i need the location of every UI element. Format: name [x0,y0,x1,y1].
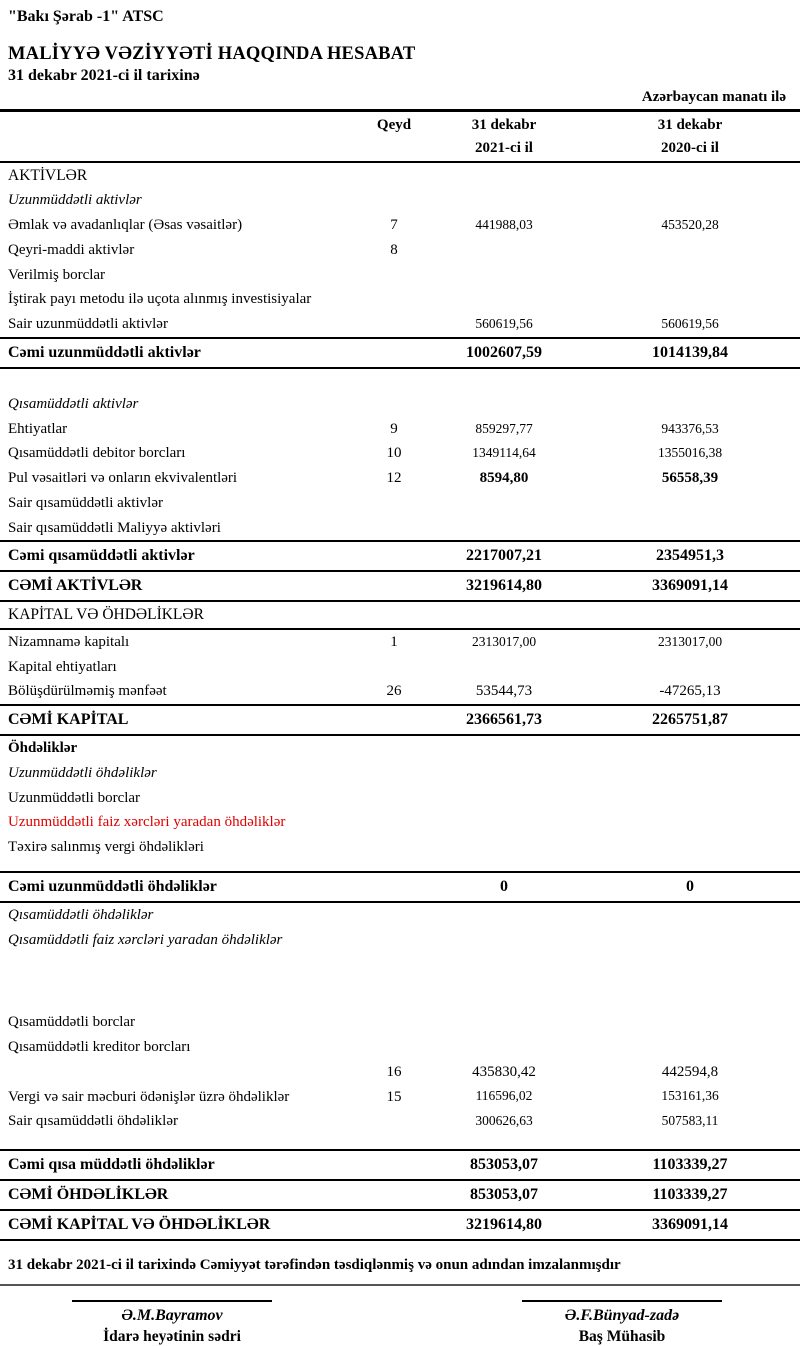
row-value-2021 [428,601,580,628]
row-value-2020: -47265,13 [659,683,721,700]
row-note [360,491,428,516]
row-note [360,287,428,312]
row-note: 7 [390,217,398,234]
row-label: Qısamüddətli öhdəliklər [8,906,154,923]
spacer-row [0,1134,800,1150]
row-label: Sair uzunmüddətli aktivlər [8,316,168,333]
row-value-2020 [580,1010,800,1035]
row-value-2020 [580,928,800,953]
row-value-2020 [580,368,800,392]
row-note [360,735,428,761]
row-value-2020 [580,810,800,835]
row-value-2020: 153161,36 [661,1088,719,1104]
column-header-2021-line1: 31 dekabr [471,117,537,133]
row-note [360,1035,428,1060]
row-label: CƏMİ KAPİTAL [0,705,360,735]
currency-note: Azərbaycan manatı ilə [641,89,786,105]
row-value-2020: 453520,28 [661,217,719,233]
row-value-2020 [580,188,800,213]
row-value-2020: 1103339,27 [580,1150,800,1180]
row-value-2021 [428,786,580,811]
row-label: Cəmi uzunmüddətli aktivlər [0,338,360,368]
document-header [0,6,800,109]
row-label: Uzunmüddətli öhdəliklər [8,764,157,781]
row-note [360,601,428,628]
row-label [0,860,360,872]
table-header-row [0,111,800,163]
row-value-2020 [580,491,800,516]
company-name: "Bakı Şərab -1" ATSC [8,8,164,25]
row-label: Kapital ehtiyatları [8,658,117,675]
row-note [360,655,428,680]
table-row [0,835,800,860]
row-note [360,928,428,953]
row-note [360,1180,428,1210]
row-label: İştirak payı metodu ilə uçota alınmış investisiyalar [8,291,312,308]
row-note [360,312,428,338]
row-value-2020: 1014139,84 [580,338,800,368]
row-label: Qısamüddətli borclar [8,1014,136,1031]
row-note [360,188,428,213]
row-value-2020: 56558,39 [661,470,719,487]
row-value-2020 [580,601,800,628]
row-note: 1 [390,633,398,650]
spacer-row [0,368,800,392]
row-note [360,860,428,872]
row-label: AKTİVLƏR [8,167,88,184]
row-value-2020 [580,952,800,1010]
row-value-2021 [428,1035,580,1060]
row-value-2021: 300626,63 [475,1113,533,1129]
row-value-2021 [428,902,580,928]
row-value-2021 [428,761,580,786]
table-row [0,1035,800,1060]
column-header-2020 [580,111,800,163]
row-value-2021: 2366561,73 [428,705,580,735]
row-label: Nizamnamə kapitalı [8,633,130,650]
row-note: 26 [386,683,402,700]
row-note [360,1134,428,1150]
row-value-2021: 560619,56 [475,316,533,332]
row-label [0,368,360,392]
row-label: Uzunmüddətli borclar [8,789,141,806]
row-value-2021 [428,735,580,761]
column-header-qeyd: Qeyd [376,117,412,133]
row-label: Qısamüddətli aktivlər [8,395,139,412]
row-note [360,705,428,735]
row-value-2021 [428,928,580,953]
approval-statement: 31 dekabr 2021-ci il tarixində Cəmiyyət tərəfindən təsdiqlənmiş və onun adından imzalanmışdır [0,1241,800,1286]
row-value-2021 [428,238,580,263]
table-row [0,1210,800,1240]
row-label [0,952,360,1010]
row-value-2021 [428,392,580,417]
row-note: 15 [386,1088,402,1105]
row-value-2021 [428,1134,580,1150]
table-row [0,491,800,516]
row-label: Pul vəsaitləri və onların ekvivalentləri [8,470,238,487]
table-row [0,902,800,928]
row-value-2021 [428,368,580,392]
row-value-2020: 2354951,3 [580,541,800,571]
row-value-2020 [580,1134,800,1150]
row-note [360,872,428,902]
row-value-2021: 3219614,80 [428,1210,580,1240]
table-row [0,417,800,442]
row-value-2020 [580,735,800,761]
table-row [0,162,800,188]
row-label: Verilmiş borclar [8,266,106,283]
row-note [360,541,428,571]
row-value-2021 [428,188,580,213]
signature-section [0,1286,800,1346]
table-row [0,786,800,811]
row-note: 12 [386,470,402,487]
signature-right [522,1300,722,1346]
row-value-2021: 1002607,59 [428,338,580,368]
row-value-2020: 943376,53 [661,420,719,436]
row-label: Bölüşdürülməmiş mənfəət [8,683,167,700]
row-label: Ehtiyatlar [8,420,68,437]
row-value-2021: 859297,77 [475,420,533,436]
row-label: Cəmi uzunmüddətli öhdəliklər [0,872,360,902]
row-value-2021 [428,655,580,680]
column-header-2020-line2: 2020-ci il [661,140,719,156]
signature-line [72,1300,272,1302]
row-value-2021: 8594,80 [479,470,529,487]
table-row [0,1150,800,1180]
row-label: Uzunmüddətli aktivlər [8,192,142,209]
table-row [0,928,800,953]
table-row [0,601,800,628]
row-label [0,1060,360,1085]
row-value-2021 [428,1010,580,1035]
row-note [360,516,428,542]
table-row [0,1085,800,1110]
signatory-role: Baş Mühasib [578,1328,666,1345]
row-value-2020: 0 [580,872,800,902]
table-row [0,1060,800,1085]
table-row [0,571,800,601]
table-row [0,705,800,735]
row-label: Vergi və sair məcburi ödənişlər üzrə öhdəliklər [8,1088,290,1105]
row-value-2021: 2217007,21 [428,541,580,571]
row-value-2021: 1349114,64 [472,445,536,461]
row-label: Sair qısamüddətli Maliyyə aktivləri [8,519,221,536]
table-header [0,111,800,163]
table-row [0,392,800,417]
column-header-2020-line1: 31 dekabr [657,117,723,133]
row-value-2020: 2265751,87 [580,705,800,735]
report-date: 31 dekabr 2021-ci il tarixinə [8,67,200,84]
column-header-label [0,111,360,163]
row-value-2021 [428,835,580,860]
row-value-2021: 116596,02 [475,1088,533,1104]
row-value-2020 [580,162,800,188]
row-value-2021 [428,952,580,1010]
row-note [360,162,428,188]
row-value-2020 [580,392,800,417]
row-value-2020 [580,902,800,928]
row-note [360,1150,428,1180]
row-value-2020 [580,263,800,288]
row-label: Cəmi qısa müddətli öhdəliklər [0,1150,360,1180]
row-note [360,1109,428,1134]
signatory-name: Ə.F.Bünyad-zadə [564,1307,680,1324]
row-value-2020: 1355016,38 [657,445,723,461]
table-row [0,188,800,213]
row-label: CƏMİ ÖHDƏLİKLƏR [0,1180,360,1210]
row-note [360,835,428,860]
row-value-2020: 3369091,14 [580,571,800,601]
table-row [0,1010,800,1035]
report-title: MALİYYƏ VƏZİYYƏTİ HAQQINDA HESABAT [8,44,416,64]
table-row [0,541,800,571]
row-label: Sair qısamüddətli aktivlər [8,494,163,511]
row-label: Əmlak və avadanlıqlar (Əsas vəsaitlər) [8,217,243,234]
row-value-2021 [428,263,580,288]
table-row [0,441,800,466]
table-row [0,655,800,680]
table-row [0,466,800,491]
row-note [360,810,428,835]
table-row [0,263,800,288]
row-value-2020 [580,287,800,312]
row-value-2020: 3369091,14 [580,1210,800,1240]
row-label: Qısamüddətli kreditor borcları [8,1039,191,1055]
row-value-2021 [428,516,580,542]
row-note [360,368,428,392]
signature-left [72,1300,272,1346]
row-value-2020: 2313017,00 [657,633,723,649]
row-note [360,1010,428,1035]
row-note: 16 [386,1063,402,1080]
row-value-2020 [580,835,800,860]
row-value-2021 [428,162,580,188]
table-row [0,516,800,542]
row-value-2021 [428,491,580,516]
row-value-2021: 53544,73 [475,683,533,700]
spacer-row [0,952,800,1010]
table-row [0,287,800,312]
row-value-2020: 1103339,27 [580,1180,800,1210]
row-note: 8 [390,241,398,258]
row-note [360,786,428,811]
row-value-2021 [428,287,580,312]
row-label: Təxirə salınmış vergi öhdəlikləri [8,839,204,855]
table-row [0,1180,800,1210]
row-value-2020: 442594,8 [661,1063,719,1080]
row-note [360,571,428,601]
table-row [0,735,800,761]
table-row [0,312,800,338]
row-value-2020 [580,860,800,872]
row-label: CƏMİ KAPİTAL VƏ ÖHDƏLİKLƏR [0,1210,360,1240]
row-value-2020: 507583,11 [661,1113,719,1129]
table-row [0,213,800,238]
row-label: Uzunmüddətli faiz xərcləri yaradan öhdəliklər [8,814,286,831]
table-row [0,238,800,263]
signatory-role: İdarə heyətinin sədri [103,1328,241,1345]
table-row [0,1109,800,1134]
row-value-2020 [580,655,800,680]
row-note: 10 [386,445,402,462]
table-row [0,338,800,368]
row-value-2020 [580,761,800,786]
row-note [360,902,428,928]
row-value-2021: 853053,07 [428,1150,580,1180]
row-value-2021 [428,810,580,835]
row-note [360,338,428,368]
table-row [0,629,800,655]
row-value-2020 [580,786,800,811]
row-note [360,761,428,786]
spacer-row [0,860,800,872]
signature-line [522,1300,722,1302]
row-value-2021: 0 [428,872,580,902]
row-label: CƏMİ AKTİVLƏR [0,571,360,601]
row-label: Qısamüddətli debitor borcları [8,445,186,462]
row-label: Qeyri-maddi aktivlər [8,241,135,258]
row-label: Öhdəliklər [8,740,78,756]
row-value-2021: 435830,42 [472,1063,536,1080]
row-note: 9 [390,420,398,437]
row-value-2020 [580,516,800,542]
row-value-2021: 853053,07 [428,1180,580,1210]
row-value-2021: 2313017,00 [471,633,537,649]
row-value-2021: 441988,03 [475,217,533,233]
row-label [0,1134,360,1150]
table-body [0,162,800,1240]
row-label: Cəmi qısamüddətli aktivlər [0,541,360,571]
row-value-2020: 560619,56 [661,316,719,332]
table-row [0,810,800,835]
signatory-name: Ə.M.Bayramov [121,1307,223,1324]
row-label: Qısamüddətli faiz xərcləri yaradan öhdəliklər [8,931,283,948]
table-row [0,679,800,705]
row-label: KAPİTAL VƏ ÖHDƏLİKLƏR [0,601,360,628]
table-row [0,761,800,786]
row-value-2021 [428,860,580,872]
table-row [0,872,800,902]
row-note [360,952,428,1010]
column-header-2021-line2: 2021-ci il [475,140,533,156]
row-note [360,1210,428,1240]
balance-sheet-table [0,109,800,1241]
row-note [360,392,428,417]
row-value-2020 [580,238,800,263]
row-value-2020 [580,1035,800,1060]
column-header-2021 [428,111,580,163]
row-label: Sair qısamüddətli öhdəliklər [8,1113,178,1130]
row-value-2021: 3219614,80 [428,571,580,601]
row-note [360,263,428,288]
